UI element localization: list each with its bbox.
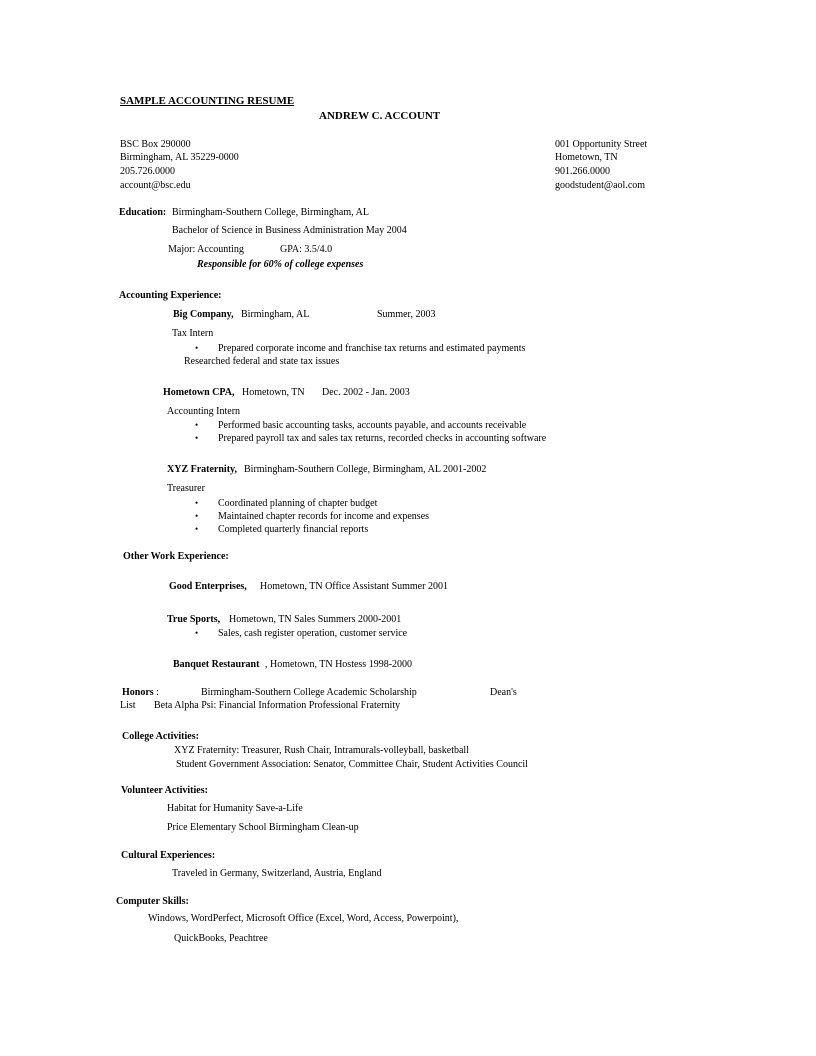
skills-line: Windows, WordPerfect, Microsoft Office (Excel, Word, Access, Powerpoint), [148,913,459,924]
job-details: Hometown, TN Office Assistant Summer 2001 [260,581,448,592]
education-degree: Bachelor of Science in Business Administration May 2004 [172,225,407,236]
job-bullet: Performed basic accounting tasks, accounts payable, and accounts receivable [218,420,527,431]
section-heading: Cultural Experiences: [121,850,216,861]
job-duty-line: Researched federal and state tax issues [184,356,340,367]
job-location: Hometown, TN [242,387,305,398]
contact-email: goodstudent@aol.com [555,180,646,191]
bullet-icon: • [195,524,199,534]
section-heading: Volunteer Activities: [121,785,208,796]
bullet-icon: • [195,433,199,443]
activity-item: Student Government Association: Senator, Committee Chair, Student Activities Council [176,759,528,770]
section-heading-colon: : [156,687,159,698]
honor-item: Dean's [490,687,517,698]
job-employer: Hometown CPA, [163,387,235,398]
job-bullet: Prepared corporate income and franchise tax returns and estimated payments [218,343,526,354]
section-heading: Other Work Experience: [123,551,229,562]
job-title: Accounting Intern [167,406,241,417]
job-location: Birmingham-Southern College, Birmingham, AL 2001-2002 [244,464,487,475]
contact-phone: 901.266.0000 [555,166,610,177]
cultural-item: Traveled in Germany, Switzerland, Austria, England [172,868,382,879]
section-heading: Accounting Experience: [119,290,222,301]
volunteer-item: Habitat for Humanity Save-a-Life [167,803,303,814]
section-heading: Computer Skills: [116,896,189,907]
bullet-icon: • [195,511,199,521]
contact-email: account@bsc.edu [120,180,191,191]
contact-address-line: 001 Opportunity Street [555,139,648,150]
job-employer: Big Company, [173,309,234,320]
job-bullet: Maintained chapter records for income and expenses [218,511,430,522]
job-details: , Hometown, TN Hostess 1998-2000 [265,659,413,670]
skills-line: QuickBooks, Peachtree [174,933,268,944]
section-heading: Honors [122,687,154,698]
job-title: Tax Intern [172,328,214,339]
document-title: SAMPLE ACCOUNTING RESUME [120,95,295,107]
contact-address-line: BSC Box 290000 [120,139,191,150]
job-bullet: Sales, cash register operation, customer service [218,628,408,639]
job-bullet: Completed quarterly financial reports [218,524,369,535]
job-title: Treasurer [167,483,205,494]
education-gpa: GPA: 3.5/4.0 [280,244,333,255]
contact-city-line: Hometown, TN [555,152,618,163]
bullet-icon: • [195,628,199,638]
contact-phone: 205.726.0000 [120,166,175,177]
section-heading: College Activities: [122,731,199,742]
honor-item: Beta Alpha Psi: Financial Information Professional Fraternity [154,700,401,711]
section-heading: Education: [119,207,167,218]
education-note: Responsible for 60% of college expenses [197,259,364,270]
education-major: Major: Accounting [168,244,244,255]
job-location: Birmingham, AL [241,309,310,320]
job-employer: Good Enterprises, [169,581,247,592]
bullet-icon: • [195,420,199,430]
bullet-icon: • [195,343,199,353]
honor-item: Birmingham-Southern College Academic Scholarship [201,687,417,698]
bullet-icon: • [195,498,199,508]
honor-item: List [120,700,136,711]
job-employer: True Sports, [167,614,221,625]
job-bullet: Prepared payroll tax and sales tax returns, recorded checks in accounting software [218,433,547,444]
candidate-name: ANDREW C. ACCOUNT [319,110,441,122]
volunteer-item: Price Elementary School Birmingham Clean-up [167,822,359,833]
contact-city-line: Birmingham, AL 35229-0000 [120,152,239,163]
job-dates: Dec. 2002 - Jan. 2003 [322,387,410,398]
education-school: Birmingham-Southern College, Birmingham, AL [172,207,369,218]
job-dates: Summer, 2003 [377,309,436,320]
job-details: Hometown, TN Sales Summers 2000-2001 [229,614,402,625]
job-employer: XYZ Fraternity, [167,464,237,475]
job-employer: Banquet Restaurant [173,659,260,670]
job-bullet: Coordinated planning of chapter budget [218,498,378,509]
activity-item: XYZ Fraternity: Treasurer, Rush Chair, Intramurals-volleyball, basketball [174,745,469,756]
